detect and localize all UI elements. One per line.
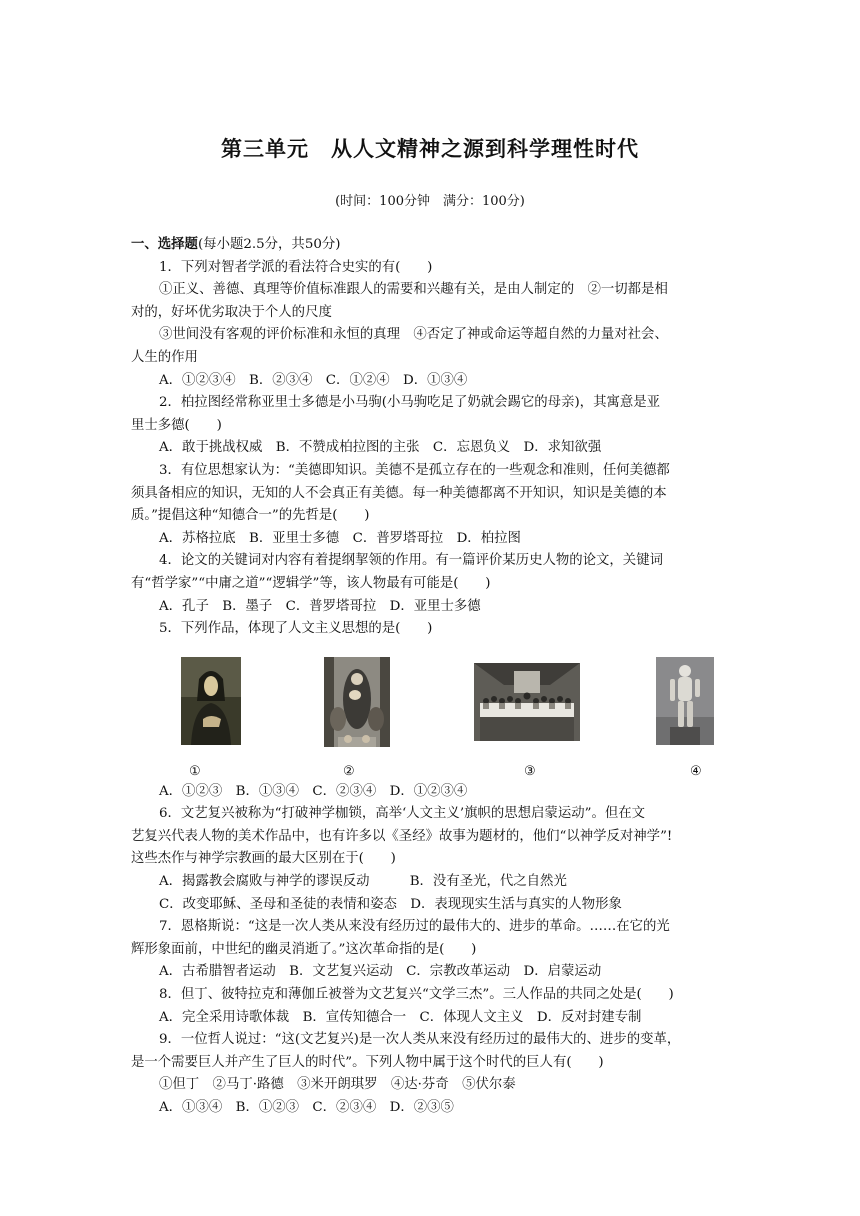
q2-options: A．敢于挑战权威 B．不赞成柏拉图的主张 C．忘恩负义 D．求知欲强 [159,440,602,456]
question-3-cont-2: 质。”提倡这种“知德合一”的先哲是( ) [131,508,370,524]
q6-options-1: A．揭露教会腐败与神学的谬误反动 B．没有圣光，代之自然光 [159,874,567,890]
question-7-cont: 辉形象面前，中世纪的幽灵消逝了。”这次革命指的是( ) [131,941,477,957]
q9-items: ①但丁 ②马丁·路德 ③米开朗琪罗 ④达·芬奇 ⑤伏尔泰 [159,1077,516,1093]
question-6-cont-1: 艺复兴代表人物的美术作品中，也有许多以《圣经》故事为题材的，他们“以神学反对神学”! [131,828,673,844]
question-4: 4．论文的关键词对内容有着提纲挈领的作用。有一篇评价某历史人物的论文，关键词 [159,553,663,569]
figure-label-2: ② [343,763,355,779]
question-1: 1．下列对智者学派的看法符合史实的有( ) [159,259,433,275]
question-6: 6．文艺复兴被称为“打破神学枷锁，高举‘人文主义’旗帜的思想启蒙运动”。但在文 [159,806,646,822]
question-7: 7．恩格斯说：“这是一次人类从来没有经历过的最伟大的、进步的革命。……在它的光 [159,919,670,935]
section-note: (每小题2.5分，共50分) [197,237,341,252]
figure-label-4: ④ [690,763,702,779]
question-3: 3．有位思想家认为：“美德即知识。美德不是孤立存在的一些观念和准则，任何美德都 [159,462,670,478]
q1-statement-1: ①正义、善德、真理等价值标准跟人的需要和兴趣有关，是由人制定的 ②一切都是相 [159,282,668,298]
artwork-figures [131,647,731,781]
figure-last-supper [474,663,580,741]
question-9-cont: 是一个需要巨人并产生了巨人的时代”。下列人物中属于这个时代的巨人有( ) [131,1054,604,1070]
exam-meta: (时间：100分钟 满分：100分) [335,194,525,209]
section-heading [131,233,731,257]
q8-options: A．完全采用诗歌体裁 B．宣传知德合一 C．体现人文主义 D．反对封建专制 [159,1009,642,1025]
question-4-cont: 有“哲学家”“中庸之道”“逻辑学”等，该人物最有可能是( ) [131,575,491,591]
question-6-cont-2: 这些杰作与神学宗教画的最大区别在于( ) [131,851,396,867]
figure-label-1: ① [189,763,201,779]
question-9: 9．一位哲人说过：“这(文艺复兴)是一次人类从来没有经历过的最伟大的、进步的变革， [159,1032,681,1048]
question-3-cont-1: 须具备相应的知识，无知的人不会真正有美德。每一种美德都离不开知识，知识是美德的本 [131,485,667,501]
q7-options: A．古希腊智者运动 B．文艺复兴运动 C．宗教改革运动 D．启蒙运动 [159,964,602,980]
q1-statement-1-cont: 对的，好坏优劣取决于个人的尺度 [131,304,332,320]
q1-statement-2: ③世间没有客观的评价标准和永恒的真理 ④否定了神或命运等超自然的力量对社会、 [159,327,668,343]
figure-sistine-madonna [324,657,390,747]
q5-options: A．①②③ B．①③④ C．②③④ D．①②③④ [159,783,468,799]
q1-options: A．①②③④ B．②③④ C．①②④ D．①③④ [159,372,468,388]
section-title: 一、选择题 [131,236,198,252]
question-2-cont: 里士多德( ) [131,417,222,433]
exam-content [131,233,731,1120]
q1-statement-2-cont: 人生的作用 [131,349,198,365]
figure-david-statue [656,657,714,745]
q4-options: A．孔子 B．墨子 C．普罗塔哥拉 D．亚里士多德 [159,598,481,614]
question-5: 5．下列作品，体现了人文主义思想的是( ) [159,621,433,637]
question-8: 8．但丁、彼特拉克和薄伽丘被誉为文艺复兴“文学三杰”。三人作品的共同之处是( ) [159,987,674,1003]
q3-options: A．苏格拉底 B．亚里士多德 C．普罗塔哥拉 D．柏拉图 [159,530,521,546]
q9-options: A．①③④ B．①②③ C．②③④ D．②③⑤ [159,1100,454,1115]
question-2: 2．柏拉图经常称亚里士多德是小马驹(小马驹吃足了奶就会踢它的母亲)，其寓意是亚 [159,395,661,411]
page-title: 第三单元 从人文精神之源到科学理性时代 [221,137,639,161]
figure-mona-lisa [181,657,241,745]
figure-label-3: ③ [524,763,536,779]
q6-options-2: C．改变耶稣、圣母和圣徒的表情和姿态 D．表现现实生活与真实的人物形象 [159,896,622,912]
